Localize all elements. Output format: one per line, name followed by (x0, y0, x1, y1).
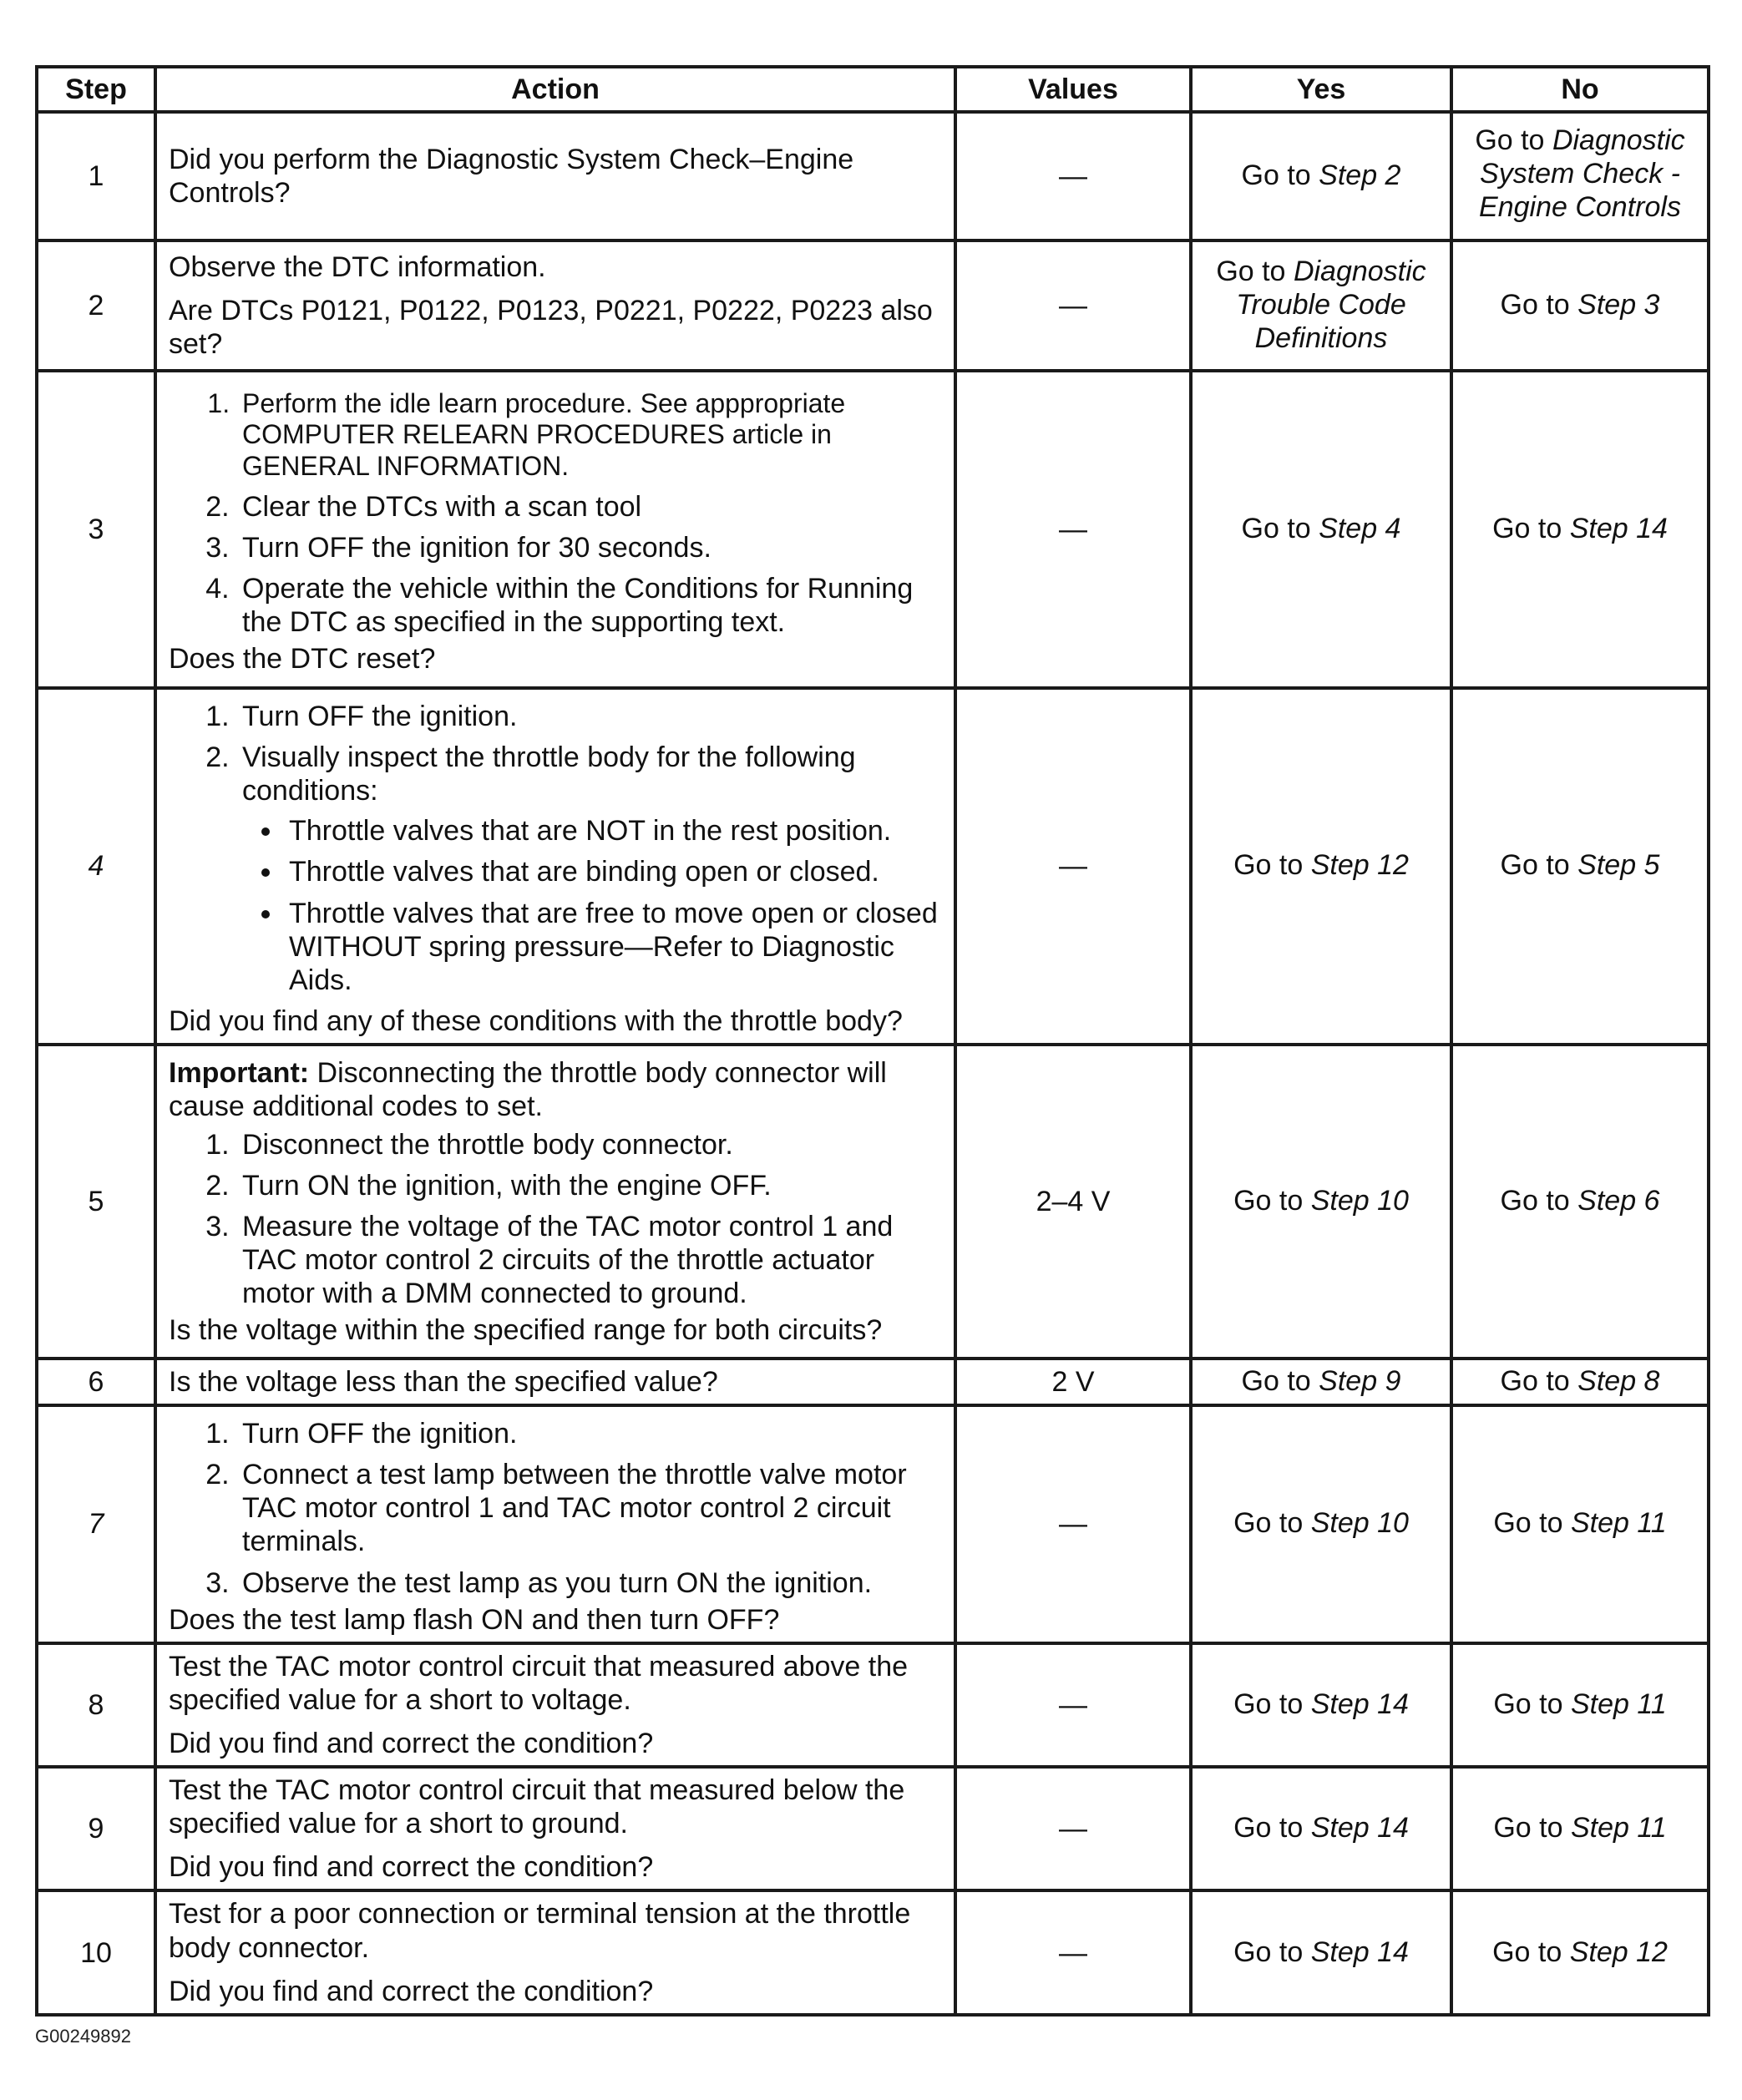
no-reference: Step 8 (1577, 1364, 1660, 1397)
yes-reference: Step 14 (1310, 1936, 1409, 1968)
list-item: 4. Operate the vehicle within the Conditions for Running the DTC as specified in the supporting text. (237, 572, 942, 639)
yes-reference: Step 10 (1310, 1507, 1409, 1540)
action-cell (155, 112, 955, 240)
value-cell: — (955, 1890, 1191, 2014)
goto-label: Go to (1233, 1688, 1304, 1720)
value-cell: 2 V (955, 1359, 1191, 1405)
goto-label: Go to (1492, 1936, 1562, 1968)
list-item: 2. Turn ON the ignition, with the engine OFF. (237, 1169, 942, 1202)
action-cell (155, 371, 955, 688)
no-reference: Step 3 (1577, 288, 1660, 321)
value-cell: — (955, 1643, 1191, 1767)
action-question: Did you find any of these conditions with the throttle body? (169, 1004, 903, 1037)
action-question: Did you find and correct the condition? (169, 1851, 654, 1884)
table-row (37, 240, 1709, 371)
value-cell: — (955, 371, 1191, 688)
goto-label: Go to (1233, 1812, 1304, 1844)
important-note (169, 1056, 942, 1123)
no-cell (1451, 1890, 1709, 2014)
action-cell (155, 1890, 955, 2014)
no-reference: Step 12 (1569, 1936, 1668, 1968)
step-number: 5 (37, 1045, 155, 1359)
goto-label: Go to (1493, 1812, 1563, 1844)
goto-label: Go to (1500, 1364, 1570, 1397)
step-number: 7 (37, 1405, 155, 1643)
yes-cell (1191, 1045, 1451, 1359)
bullet-item: • Throttle valves that are free to move open or closed WITHOUT spring pressure—Refer to Diagnostic Aids. (284, 897, 942, 997)
action-cell (155, 1359, 955, 1405)
step-number: 10 (37, 1890, 155, 2014)
action-steps-list (169, 1128, 942, 1311)
list-item-text: Visually inspect the throttle body for the following conditions: (242, 741, 856, 807)
value-cell: — (955, 112, 1191, 240)
list-item: 1. Turn OFF the ignition. (237, 700, 942, 733)
no-cell (1451, 1643, 1709, 1767)
yes-cell (1191, 112, 1451, 240)
header-yes: Yes (1191, 67, 1451, 112)
action-question: Is the voltage less than the specified value? (169, 1365, 718, 1398)
value-cell: — (955, 1405, 1191, 1643)
action-steps-list (169, 1417, 942, 1600)
yes-cell (1191, 371, 1451, 688)
list-item: 3. Observe the test lamp as you turn ON the ignition. (237, 1566, 942, 1600)
step-number: 6 (37, 1359, 155, 1405)
action-steps-list (169, 388, 942, 640)
action-question: Does the DTC reset? (169, 643, 436, 676)
action-question: Did you find and correct the condition? (169, 1727, 654, 1759)
goto-label: Go to (1493, 1507, 1563, 1540)
list-item: 3. Measure the voltage of the TAC motor control 1 and TAC motor control 2 circuits of the throttle actuator motor with a DMM connected to ground. (237, 1210, 942, 1310)
yes-reference: Step 4 (1319, 512, 1401, 544)
goto-label: Go to (1233, 1507, 1304, 1540)
yes-cell (1191, 1643, 1451, 1767)
goto-label: Go to (1233, 1936, 1304, 1968)
table-row (37, 688, 1709, 1045)
list-item (237, 741, 942, 997)
step-number: 4 (37, 688, 155, 1045)
table-row (37, 1643, 1709, 1767)
no-cell (1451, 371, 1709, 688)
goto-label: Go to (1233, 849, 1304, 882)
yes-reference: Step 12 (1310, 849, 1409, 882)
step-number: 1 (37, 112, 155, 240)
no-cell (1451, 1359, 1709, 1405)
action-text: Did you perform the Diagnostic System Check–Engine Controls? (169, 143, 854, 209)
yes-reference: Step 2 (1319, 159, 1401, 191)
header-step: Step (37, 67, 155, 112)
table-row (37, 1045, 1709, 1359)
no-reference: Step 14 (1569, 512, 1668, 544)
table-row (37, 371, 1709, 688)
header-values: Values (955, 67, 1191, 112)
step-number: 2 (37, 240, 155, 371)
step-number: 3 (37, 371, 155, 688)
header-no: No (1451, 67, 1709, 112)
table-row (37, 1767, 1709, 1890)
table-row (37, 1359, 1709, 1405)
figure-id: G00249892 (35, 2026, 131, 2047)
yes-reference: Step 14 (1310, 1688, 1409, 1720)
list-item: 2. Clear the DTCs with a scan tool (237, 490, 942, 524)
list-item: 1. Turn OFF the ignition. (237, 1417, 942, 1450)
value-cell: 2–4 V (955, 1045, 1191, 1359)
step-number: 8 (37, 1643, 155, 1767)
list-item: 1. Disconnect the throttle body connector. (237, 1128, 942, 1161)
no-reference: Diagnostic System Check - Engine Controls (1479, 124, 1685, 224)
no-reference: Step 6 (1577, 1184, 1660, 1217)
goto-label: Go to (1241, 159, 1311, 191)
yes-cell (1191, 240, 1451, 371)
action-steps-list (169, 700, 942, 997)
yes-cell (1191, 1890, 1451, 2014)
no-cell (1451, 1767, 1709, 1890)
header-action: Action (155, 67, 955, 112)
important-text: Disconnecting the throttle body connector will cause additional codes to set. (169, 1056, 887, 1122)
table-header-row (37, 67, 1709, 112)
action-question: Are DTCs P0121, P0122, P0123, P0221, P0222, P0223 also set? (169, 294, 933, 361)
action-text: Observe the DTC information. (169, 250, 546, 283)
bullet-item: • Throttle valves that are binding open or closed. (284, 855, 942, 888)
yes-reference: Diagnostic Trouble Code Definitions (1236, 255, 1426, 355)
action-cell (155, 240, 955, 371)
goto-label: Go to (1233, 1184, 1304, 1217)
value-cell: — (955, 1767, 1191, 1890)
action-cell (155, 688, 955, 1045)
yes-reference: Step 9 (1319, 1364, 1401, 1397)
action-question: Did you find and correct the condition? (169, 1975, 654, 2007)
goto-label: Go to (1216, 255, 1286, 287)
action-cell (155, 1767, 955, 1890)
yes-cell (1191, 1359, 1451, 1405)
table-row (37, 1890, 1709, 2014)
list-item: 3. Turn OFF the ignition for 30 seconds. (237, 531, 942, 564)
important-label: Important: (169, 1056, 310, 1089)
no-cell (1451, 1045, 1709, 1359)
no-reference: Step 11 (1570, 1507, 1667, 1540)
action-cell (155, 1643, 955, 1767)
value-cell: — (955, 688, 1191, 1045)
list-item: 1. Perform the idle learn procedure. See apppropriate COMPUTER RELEARN PROCEDURES article in GENERAL INFORMATION. (237, 388, 942, 483)
list-item: 2. Connect a test lamp between the throttle valve motor TAC motor control 1 and TAC motor control 2 circuit terminals. (237, 1458, 942, 1558)
bullet-item: • Throttle valves that are NOT in the rest position. (284, 814, 942, 848)
yes-cell (1191, 1767, 1451, 1890)
no-reference: Step 11 (1570, 1688, 1667, 1720)
no-cell (1451, 688, 1709, 1045)
goto-label: Go to (1475, 124, 1545, 156)
value-cell: — (955, 240, 1191, 371)
no-cell (1451, 1405, 1709, 1643)
goto-label: Go to (1500, 288, 1570, 321)
action-question: Is the voltage within the specified range for both circuits? (169, 1314, 883, 1347)
yes-cell (1191, 1405, 1451, 1643)
action-cell (155, 1045, 955, 1359)
condition-bullet-list (242, 814, 942, 997)
step-number: 9 (37, 1767, 155, 1890)
action-text: Test the TAC motor control circuit that measured below the specified value for a short to ground. (169, 1774, 905, 1840)
yes-reference: Step 14 (1310, 1812, 1409, 1844)
yes-cell (1191, 688, 1451, 1045)
goto-label: Go to (1241, 512, 1311, 544)
no-reference: Step 11 (1570, 1812, 1667, 1844)
yes-reference: Step 10 (1310, 1184, 1409, 1217)
goto-label: Go to (1493, 1688, 1563, 1720)
goto-label: Go to (1241, 1364, 1311, 1397)
table-row (37, 1405, 1709, 1643)
no-reference: Step 5 (1577, 849, 1660, 882)
no-cell (1451, 240, 1709, 371)
goto-label: Go to (1500, 1184, 1570, 1217)
goto-label: Go to (1500, 849, 1570, 882)
action-cell (155, 1405, 955, 1643)
table-row (37, 112, 1709, 240)
diagnostic-table (35, 65, 1710, 2017)
action-question: Does the test lamp flash ON and then turn OFF? (169, 1603, 780, 1636)
action-text: Test for a poor connection or terminal tension at the throttle body connector. (169, 1898, 911, 1964)
goto-label: Go to (1492, 512, 1562, 544)
no-cell (1451, 112, 1709, 240)
action-text: Test the TAC motor control circuit that measured above the specified value for a short to voltage. (169, 1650, 909, 1716)
